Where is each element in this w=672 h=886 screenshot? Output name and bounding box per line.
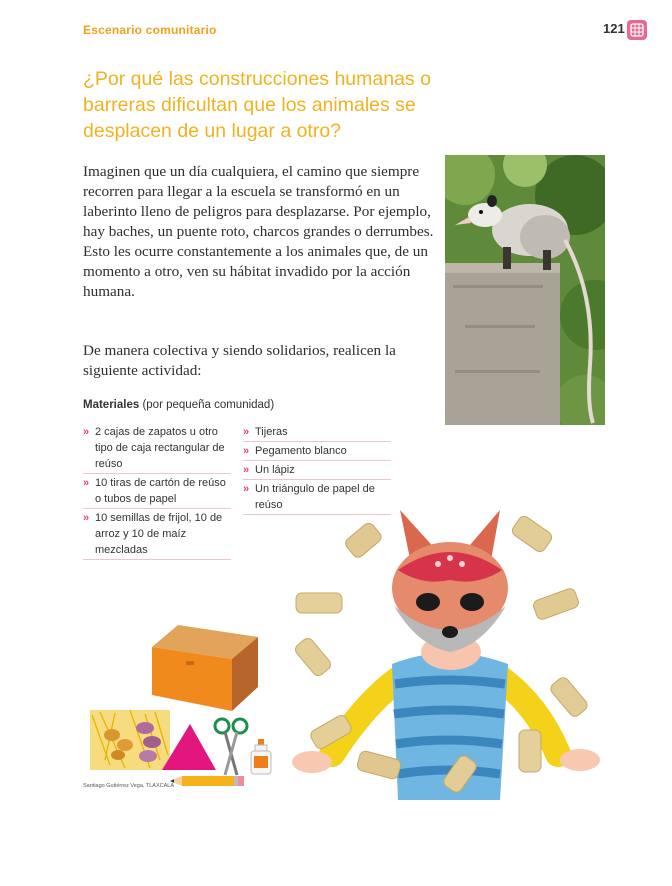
cardboard-tube-illustration [307, 712, 355, 752]
question-heading: ¿Por qué las construcciones humanas o barreras dificultan que los animales se desplacen de un lugar a otro? [83, 68, 431, 142]
opossum-photo [445, 155, 605, 425]
list-item [83, 424, 231, 474]
pencil-illustration [170, 774, 245, 788]
chevron-right-icon: » [243, 445, 250, 457]
list-item [83, 475, 231, 509]
material-item: Pegamento blanco [255, 445, 347, 457]
material-item: 2 cajas de zapatos u otro tipo de caja rectangular de reúso [95, 426, 225, 470]
materials-title-bold: Materiales [83, 399, 140, 411]
list-item [243, 443, 391, 461]
illustration-credit: Santiago Gutiérrez Vega, TLAXCALA [83, 783, 175, 789]
badge-icon [627, 20, 647, 40]
list-item [83, 510, 231, 560]
material-item: Un lápiz [255, 464, 295, 476]
cardboard-tube-illustration [438, 750, 482, 798]
list-item [243, 462, 391, 480]
materials-title [83, 399, 274, 411]
intro-paragraph: Imaginen que un día cualquiera, el camino que siempre recorren para llegar a la escuela se transformó en un laberinto lleno de peligros para desplazarse. Por ejemplo, hay baches, un puente roto, charcos grandes o derrumbes. Esto les ocurre constantemente a los animales que, de un momento a otro, ven su hábitat invadido por la acción humana. [83, 163, 434, 300]
cardboard-tube-illustration [545, 672, 593, 722]
chevron-right-icon: » [243, 426, 250, 438]
material-item: 10 semillas de frijol, 10 de arroz y 10 de maíz mezcladas [95, 512, 223, 556]
cardboard-tube-illustration [507, 511, 557, 557]
chevron-right-icon: » [83, 512, 90, 524]
cardboard-tube-illustration [354, 748, 404, 782]
seeds-illustration [90, 710, 170, 770]
chevron-right-icon: » [243, 464, 250, 476]
list-item [243, 424, 391, 442]
materials-list-left [83, 424, 231, 561]
cardboard-tube-illustration [290, 633, 336, 681]
activity-paragraph: De manera colectiva y siendo solidarios, realicen la siguiente actividad: [83, 342, 396, 379]
material-item: Un triángulo de papel de reúso [255, 483, 375, 511]
material-item: 10 tiras de cartón de reúso o tubos de papel [95, 477, 226, 505]
materials-title-note: (por pequeña comunidad) [139, 399, 275, 411]
chevron-right-icon: » [83, 477, 90, 489]
triangle-illustration [160, 722, 218, 772]
chevron-right-icon: » [243, 483, 250, 495]
scissors-illustration [213, 717, 249, 777]
box-illustration [148, 623, 260, 713]
cardboard-tube-illustration [515, 726, 545, 776]
chevron-right-icon: » [83, 426, 90, 438]
section-label: Escenario comunitario [83, 23, 217, 37]
cardboard-tube-illustration [343, 517, 385, 565]
material-item: Tijeras [255, 426, 288, 438]
page-number: 121 [603, 21, 625, 36]
glue-illustration [249, 739, 273, 775]
materials-list-right [243, 424, 391, 516]
cardboard-tube-illustration [294, 591, 344, 615]
cardboard-tube-illustration [530, 586, 582, 622]
